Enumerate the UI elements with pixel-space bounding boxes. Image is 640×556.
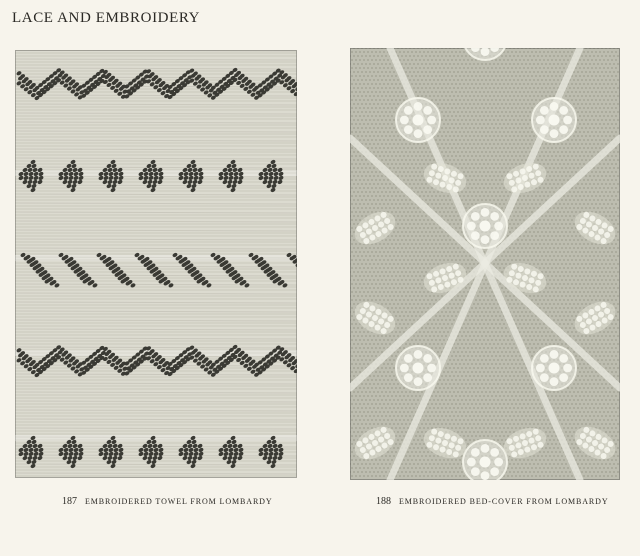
figure-188-caption — [376, 496, 609, 507]
figure-187-caption-text: EMBROIDERED TOWEL FROM LOMBARDY — [85, 497, 273, 506]
rosette-motif — [532, 346, 576, 390]
rosette-motif — [532, 98, 576, 142]
leaf-motif — [350, 295, 401, 341]
rosette-motif — [463, 204, 507, 248]
figure-187-towel-photo — [15, 50, 297, 478]
figure-187-number: 187 — [62, 496, 77, 507]
openwork-band — [16, 344, 297, 378]
figure-188-caption-text: EMBROIDERED BED-COVER FROM LOMBARDY — [399, 497, 609, 506]
bedcover-embroidery-illustration — [350, 48, 620, 480]
rosette-motif — [463, 48, 507, 60]
rosette-motif — [396, 98, 440, 142]
figure-187-caption — [62, 496, 273, 507]
leaf-motif — [569, 295, 620, 341]
figure-188-bedcover-photo — [350, 48, 620, 480]
towel-embroidery-illustration — [15, 50, 297, 478]
rosette-motif — [463, 440, 507, 480]
running-head: LACE AND EMBROIDERY — [12, 10, 201, 26]
rosette-motif — [396, 346, 440, 390]
figure-188-number: 188 — [376, 496, 391, 507]
